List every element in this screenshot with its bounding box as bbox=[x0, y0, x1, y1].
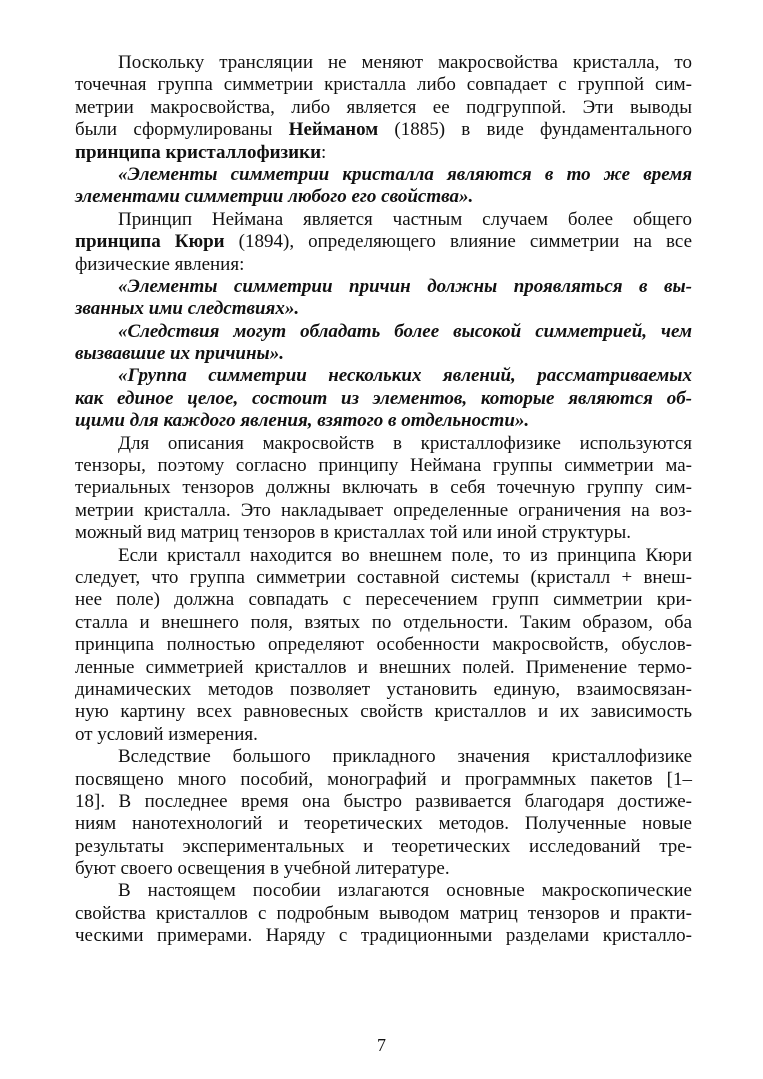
text-line: посвящено много пособий, монографий и программных пакетов [1– bbox=[75, 768, 692, 790]
text-line: принципа полностью определяют особенности макросвойств, обуслов- bbox=[75, 634, 692, 656]
text-line: териальных тензоров должны включать в себя точечную группу сим- bbox=[75, 477, 692, 499]
text-line: физические явления: bbox=[75, 253, 245, 275]
quote-line: щими для каждого явления, взятого в отдельности». bbox=[75, 410, 530, 432]
text-line: ную картину всех равновесных свойств кристаллов и их зависимость bbox=[75, 701, 692, 723]
quote-line: «Элементы симметрии кристалла являются в то же время bbox=[118, 163, 692, 185]
text-line: ческими примерами. Наряду с традиционными разделами кристалло- bbox=[75, 925, 692, 947]
quote-line: как единое целое, состоит из элементов, которые являются об- bbox=[75, 387, 692, 409]
quote-line: «Группа симметрии нескольких явлений, рассматриваемых bbox=[118, 365, 692, 387]
page-body bbox=[75, 52, 692, 948]
text-line: ленные симметрией кристаллов и внешних полей. Применение термо- bbox=[75, 656, 692, 678]
text-run: : bbox=[321, 141, 327, 163]
bold-term-curie-principle: принципа Кюри bbox=[75, 231, 225, 253]
page-number: 7 bbox=[377, 1035, 386, 1055]
text-line bbox=[75, 231, 692, 253]
text-line: Для описания макросвойств в кристаллофизике используются bbox=[118, 432, 692, 454]
text-line: свойства кристаллов с подробным выводом матриц тензоров и практи- bbox=[75, 902, 692, 924]
quote-line: «Элементы симметрии причин должны проявляться в вы- bbox=[118, 275, 692, 297]
text-line: ниям нанотехнологий и теоретических методов. Полученные новые bbox=[75, 813, 692, 835]
text-line: сталла и внешнего поля, взятых по отдельности. Таким образом, оба bbox=[75, 611, 692, 633]
quote-line: званных ими следствиях». bbox=[75, 298, 300, 320]
text-run: (1894), определяющего влияние симметрии на все bbox=[224, 231, 693, 253]
text-line: от условий измерения. bbox=[75, 723, 258, 745]
text-line: нее поле) должна совпадать с пересечением групп симметрии кри- bbox=[75, 589, 692, 611]
text-run: были сформулированы bbox=[75, 119, 289, 141]
text-line bbox=[75, 142, 692, 164]
text-line: следует, что группа симметрии составной системы (кристалл + внеш- bbox=[75, 566, 692, 588]
text-line: буют своего освещения в учебной литературе. bbox=[75, 858, 450, 880]
text-line: можный вид матриц тензоров в кристаллах той или иной структуры. bbox=[75, 522, 631, 544]
text-line: результаты экспериментальных и теоретических исследований тре- bbox=[75, 835, 692, 857]
text-line: метрии кристалла. Это накладывает определенные ограничения на воз- bbox=[75, 499, 692, 521]
quote-line: вызвавшие их причины». bbox=[75, 343, 284, 365]
text-line: Принцип Неймана является частным случаем более общего bbox=[118, 208, 692, 230]
text-line: динамических методов позволяет установить единую, взаимосвязан- bbox=[75, 678, 692, 700]
text-line: тензоры, поэтому согласно принципу Неймана группы симметрии ма- bbox=[75, 455, 692, 477]
text-line bbox=[75, 119, 692, 141]
text-line: 18]. В последнее время она быстро развивается благодаря достиже- bbox=[75, 790, 692, 812]
bold-term-crystal-physics-principle: принципа кристаллофизики bbox=[75, 141, 322, 163]
text-line: Если кристалл находится во внешнем поле, то из принципа Кюри bbox=[118, 544, 692, 566]
bold-term-neumann: Нейманом bbox=[288, 119, 379, 141]
text-line: Вследствие большого прикладного значения кристаллофизике bbox=[118, 746, 692, 768]
text-run: (1885) в виде фундаментального bbox=[378, 119, 692, 141]
quote-line: элементами симметрии любого его свойства». bbox=[75, 186, 474, 208]
quote-line: «Следствия могут обладать более высокой симметрией, чем bbox=[118, 320, 692, 342]
text-line: точечная группа симметрии кристалла либо совпадает с группой сим- bbox=[75, 74, 692, 96]
text-line: метрии макросвойства, либо является ее подгруппой. Эти выводы bbox=[75, 96, 692, 118]
text-line: В настоящем пособии излагаются основные макроскопические bbox=[118, 880, 692, 902]
text-line: Поскольку трансляции не меняют макросвойства кристалла, то bbox=[118, 52, 692, 73]
